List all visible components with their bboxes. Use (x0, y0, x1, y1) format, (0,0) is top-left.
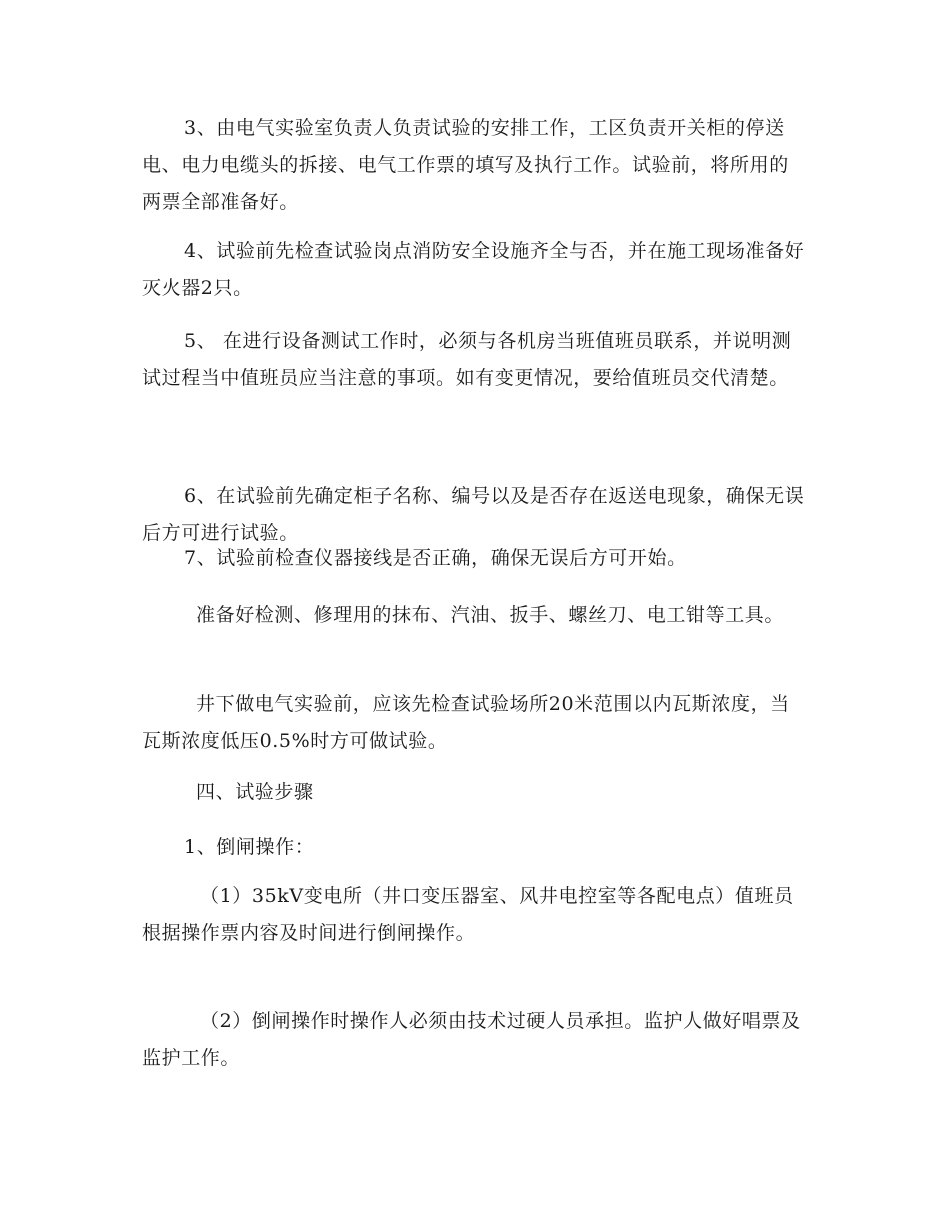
paragraph-item-5: 5、 在进行设备测试工作时，必须与各机房当班值班员联系，并说明测试过程当中值班员应当注意的事项。如有变更情况，要给值班员交代清楚。 (142, 330, 792, 389)
paragraph-item-6: 6、在试验前先确定柜子名称、编号以及是否存在返送电现象，确保无误后方可进行试验。 (142, 485, 805, 544)
subheading-switching: 1、倒闸操作： (184, 836, 315, 858)
paragraph-item-4: 4、试验前先检查试验岗点消防安全设施齐全与否，并在施工现场准备好灭火器2只。 (142, 240, 805, 299)
paragraph-step-2: （2）倒闸操作时操作人必须由技术过硬人员承担。监护人做好唱票及监护工作。 (142, 1010, 801, 1069)
paragraph-item-3: 3、由电气实验室负责人负责试验的安排工作，工区负责开关柜的停送电、电力电缆头的拆接、电气工作票的填写及执行工作。试验前，将所用的两票全部准备好。 (142, 117, 789, 213)
paragraph-gas-check: 井下做电气实验前，应该先检查试验场所20米范围以内瓦斯浓度，当瓦斯浓度低压0.5%时方可做试验。 (142, 693, 790, 752)
paragraph-item-7: 7、试验前检查仪器接线是否正确，确保无误后方可开始。 (184, 547, 687, 569)
paragraph-tools: 准备好检测、修理用的抹布、汽油、扳手、螺丝刀、电工钳等工具。 (196, 604, 785, 626)
paragraph-step-1: （1）35kV变电所（井口变压器室、风井电控室等各配电点）值班员根据操作票内容及时间进行倒闸操作。 (142, 885, 794, 944)
section-heading-test-steps: 四、试验步骤 (196, 781, 314, 803)
